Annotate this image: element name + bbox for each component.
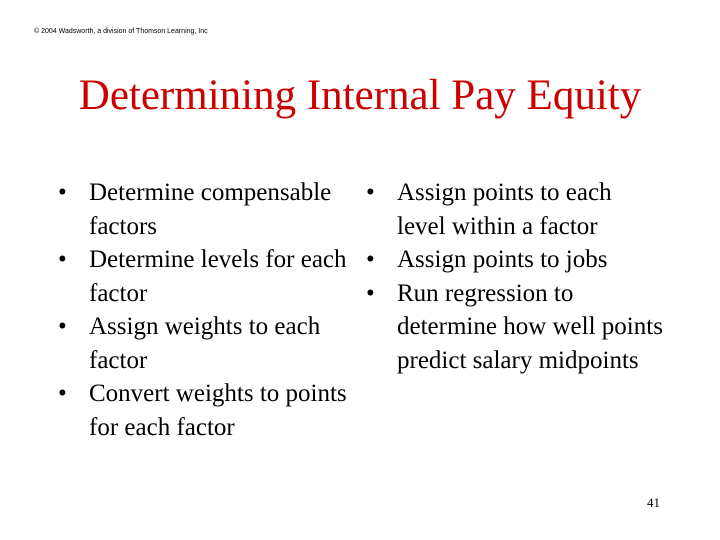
- bullet-item: [58, 243, 358, 310]
- bullet-item: [366, 243, 666, 277]
- bullet-item: [58, 176, 358, 243]
- bullet-text: Assign points to jobs: [397, 246, 608, 273]
- bullet-item: [58, 310, 358, 377]
- bullet-text: Determine levels for each factor: [89, 246, 347, 307]
- bullet-item: [58, 377, 358, 444]
- bullet-text: Assign weights to each factor: [89, 313, 321, 374]
- bullet-marker: •: [58, 313, 67, 340]
- left-bullet-list: [58, 176, 358, 444]
- slide-title: Determining Internal Pay Equity: [78, 72, 642, 119]
- bullet-item: [366, 176, 666, 243]
- bullet-marker: •: [366, 179, 375, 206]
- right-bullet-list: [366, 176, 666, 377]
- bullet-item: [366, 277, 666, 378]
- bullet-marker: •: [58, 380, 67, 407]
- bullet-text: Run regression to determine how well points predict salary midpoints: [397, 279, 663, 374]
- bullet-marker: •: [58, 179, 67, 206]
- bullet-text: Convert weights to points for each factor: [89, 380, 347, 441]
- page-number: 41: [647, 495, 660, 510]
- bullet-text: Determine compensable factors: [89, 179, 332, 240]
- copyright-notice: © 2004 Wadsworth, a division of Thomson Learning, Inc: [34, 28, 208, 35]
- bullet-marker: •: [366, 246, 375, 273]
- bullet-marker: •: [58, 246, 67, 273]
- bullet-text: Assign points to each level within a factor: [397, 179, 612, 240]
- bullet-marker: •: [366, 279, 375, 307]
